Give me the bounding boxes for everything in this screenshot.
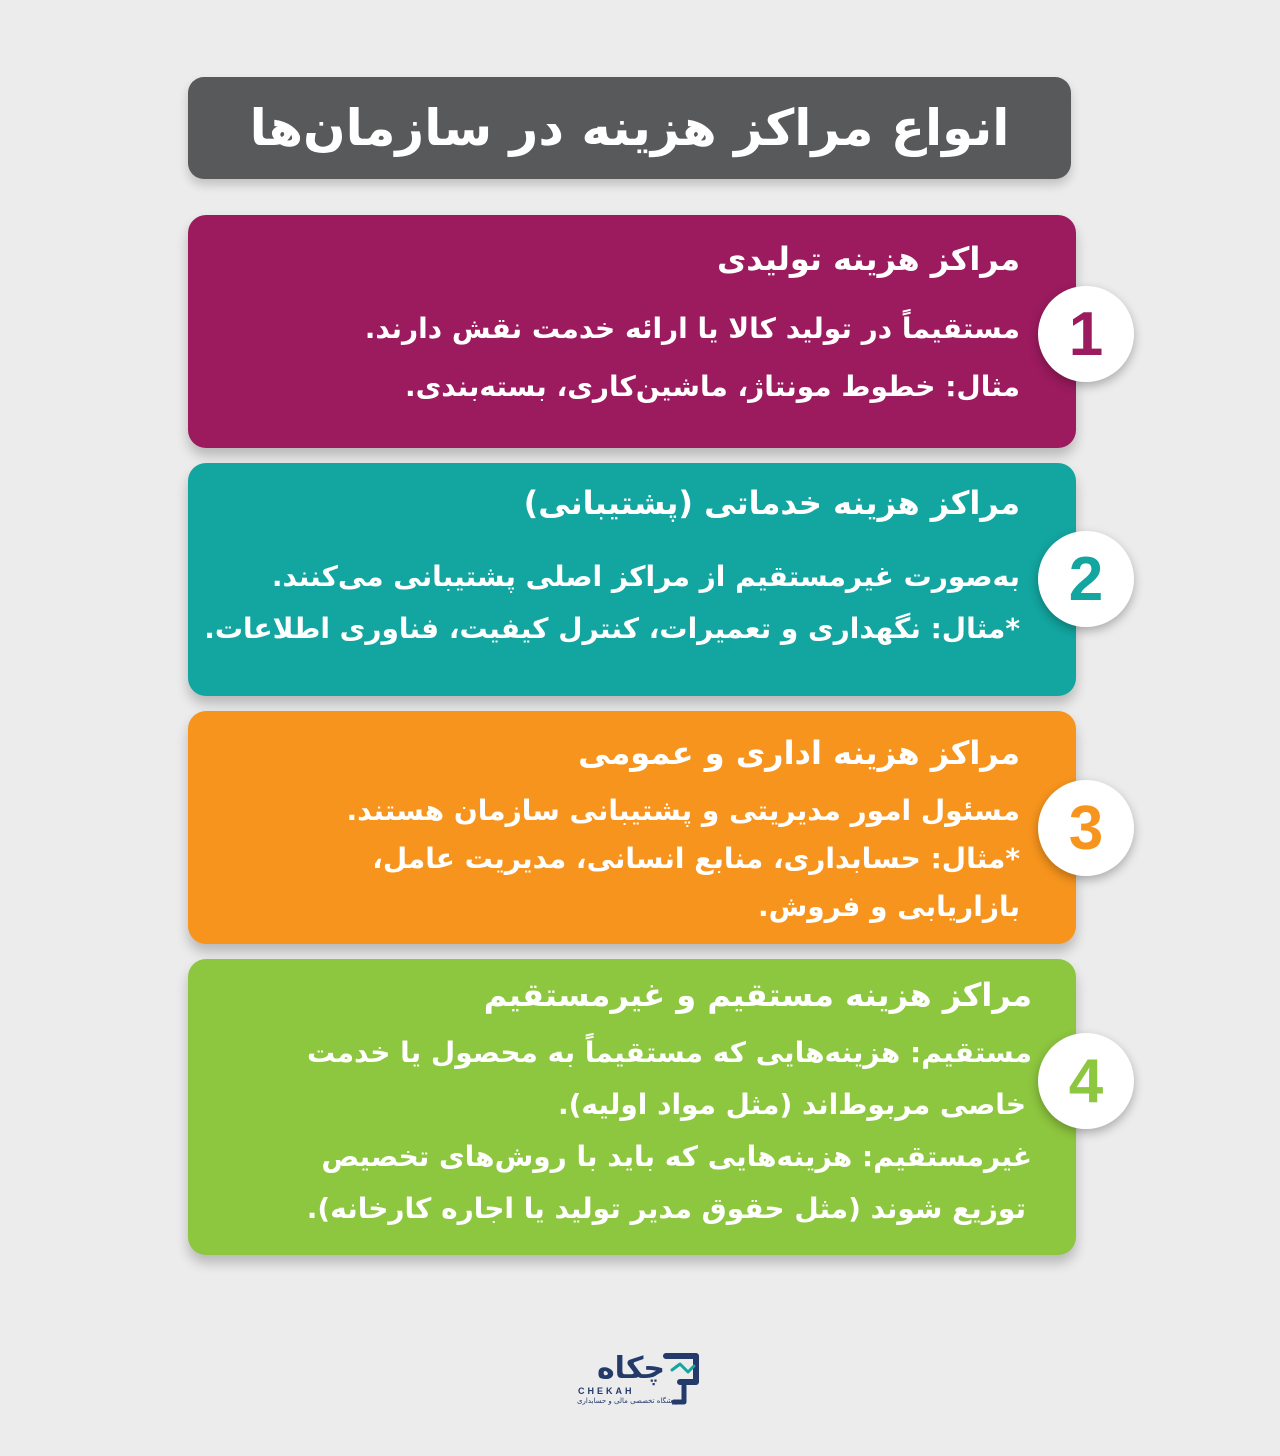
logo-mark-icon [662, 1352, 702, 1408]
card-heading: مراکز هزینه تولیدی [716, 240, 1020, 278]
cost-center-card-direct-indirect [188, 959, 1076, 1255]
number-badge-3: 3 [1038, 780, 1134, 876]
page-title: انواع مراکز هزینه در سازمان‌ها [249, 99, 1010, 157]
card-line: خاصی مربوط‌اند (مثل مواد اولیه). [557, 1088, 1026, 1121]
logo-latin-text: CHEKAH [578, 1386, 635, 1396]
title-banner [188, 77, 1071, 179]
card-line: مستقیماً در تولید کالا یا ارائه خدمت نقش دارند. [364, 312, 1020, 345]
number-badge-4: 4 [1038, 1033, 1134, 1129]
cost-center-card-service [188, 463, 1076, 696]
card-line: بازاریابی و فروش. [757, 890, 1020, 923]
card-line: غیرمستقیم: هزینه‌هایی که باید با روش‌های تخصیص [321, 1140, 1032, 1173]
card-heading: مراکز هزینه مستقیم و غیرمستقیم [483, 976, 1032, 1014]
card-heading: مراکز هزینه اداری و عمومی [578, 734, 1020, 772]
cost-center-card-administrative [188, 711, 1076, 944]
card-line: مستقیم: هزینه‌هایی که مستقیماً به محصول یا خدمت [307, 1036, 1032, 1069]
number-badge-2: 2 [1038, 531, 1134, 627]
cost-center-card-production [188, 215, 1076, 448]
chekah-logo [576, 1352, 706, 1412]
logo-tagline: آموزشگاه تخصصی مالی و حسابداری [577, 1397, 685, 1405]
card-line: توزیع شوند (مثل حقوق مدیر تولید یا اجاره کارخانه). [306, 1192, 1026, 1225]
card-line: به‌صورت غیرمستقیم از مراکز اصلی پشتیبانی می‌کنند. [271, 560, 1020, 593]
card-line: *مثال: نگهداری و تعمیرات، کنترل کیفیت، فناوری اطلاعات. [204, 612, 1020, 645]
card-line: *مثال: حسابداری، منابع انسانی، مدیریت عامل، [372, 842, 1020, 875]
card-heading: مراکز هزینه خدماتی (پشتیبانی) [523, 484, 1020, 522]
card-line: مثال: خطوط مونتاژ، ماشین‌کاری، بسته‌بندی. [404, 370, 1020, 403]
logo-wordmark: چکاه [596, 1351, 666, 1386]
card-line: مسئول امور مدیریتی و پشتیبانی سازمان هستند. [346, 794, 1020, 827]
number-badge-1: 1 [1038, 286, 1134, 382]
